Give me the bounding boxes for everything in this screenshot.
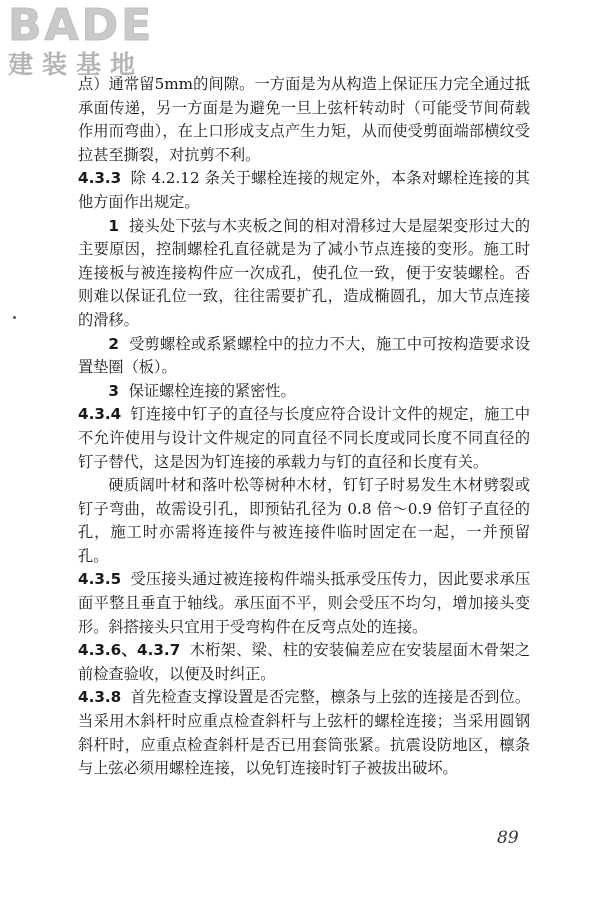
page-body	[78, 73, 530, 781]
item-number: 2	[108, 334, 119, 353]
watermark-subtitle: 建装基地	[8, 50, 145, 79]
item-text: 接头处下弦与木夹板之间的相对滑移过大是屋架变形过大的主要原因，控制螺栓孔直径就是为了减小节点连接的变形。施工时连接板与被连接构件应一次成孔，使孔位一致，便于安装螺栓。否则难以保证孔位一致，往往需要扩孔，造成椭圆孔，加大节点连接的滑移。	[78, 216, 531, 329]
clause-4-3-3	[78, 167, 530, 214]
clause-number: 4.3.6、4.3.7	[78, 641, 181, 660]
clause-text: 受压接头通过被连接构件端头抵承受压传力，因此要求承压面平整且垂直于轴线。承压面不平，则会受压不均匀，增加接头变形。斜搭接头只宜用于受弯构件在反弯点处的连接。	[78, 570, 530, 636]
paragraph-continuation: 点）通常留5mm的间隙。一方面是为从构造上保证压力完全通过抵承面传递，另一方面是为避免一旦上弦杆转动时（可能受节间荷载作用而弯曲），在上口形成支点产生力矩，从而使受剪面端部横纹受拉甚至撕裂，对抗剪不利。	[78, 75, 530, 164]
clause-4-3-8	[78, 686, 530, 780]
clause-number: 4.3.3	[78, 169, 122, 188]
item-number: 1	[108, 216, 119, 235]
item-number: 3	[108, 381, 119, 400]
clause-4-3-6-4-3-7	[78, 639, 530, 686]
paragraph-4-3-4-note: 硬质阔叶材和落叶松等树种木材，钉钉子时易发生木材劈裂或钉子弯曲，故需设引孔，即预钻孔径为 0.8 倍～0.9 倍钉子直径的孔，施工时亦需将连接件与被连接件临时固定在一起，一并预留孔。	[78, 476, 530, 565]
clause-text: 木桁架、梁、柱的安装偏差应在安装屋面木骨架之前检查验收，以便及时纠正。	[78, 641, 531, 683]
clause-4-3-4	[78, 403, 530, 474]
margin-mark	[13, 316, 16, 319]
watermark-brand: BADE	[8, 0, 155, 51]
clause-number: 4.3.5	[78, 570, 122, 589]
clause-number: 4.3.4	[78, 405, 122, 424]
clause-text: 钉连接中钉子的直径与长度应符合设计文件的规定，施工中不允许使用与设计文件规定的同直径不同长度或同长度不同直径的钉子替代，这是因为钉连接的承载力与钉的直径和长度有关。	[78, 405, 530, 471]
item-text: 受剪螺栓或系紧螺栓中的拉力不大，施工中可按构造要求设置垫圈（板）。	[78, 334, 531, 377]
clause-text: 首先检查支撑设置是否完整，檩条与上弦的连接是否到位。当采用木斜杆时应重点检查斜杆与上弦杆的螺栓连接；当采用圆钢斜杆时，应重点检查斜杆是否已用套筒张紧。抗震设防地区，檩条与上弦必须用螺栓连接，以免钉连接时钉子被拔出破坏。	[78, 688, 530, 778]
clause-text: 除 4.2.12 条关于螺栓连接的规定外，本条对螺栓连接的其他方面作出规定。	[78, 169, 530, 211]
watermark-logo	[8, 0, 208, 80]
item-2	[78, 333, 530, 380]
clause-number: 4.3.8	[78, 688, 122, 707]
page-number: 89	[497, 828, 519, 848]
item-3	[78, 380, 530, 404]
clause-4-3-5	[78, 568, 530, 639]
item-1	[78, 215, 530, 333]
item-text: 保证螺栓连接的紧密性。	[128, 381, 296, 400]
